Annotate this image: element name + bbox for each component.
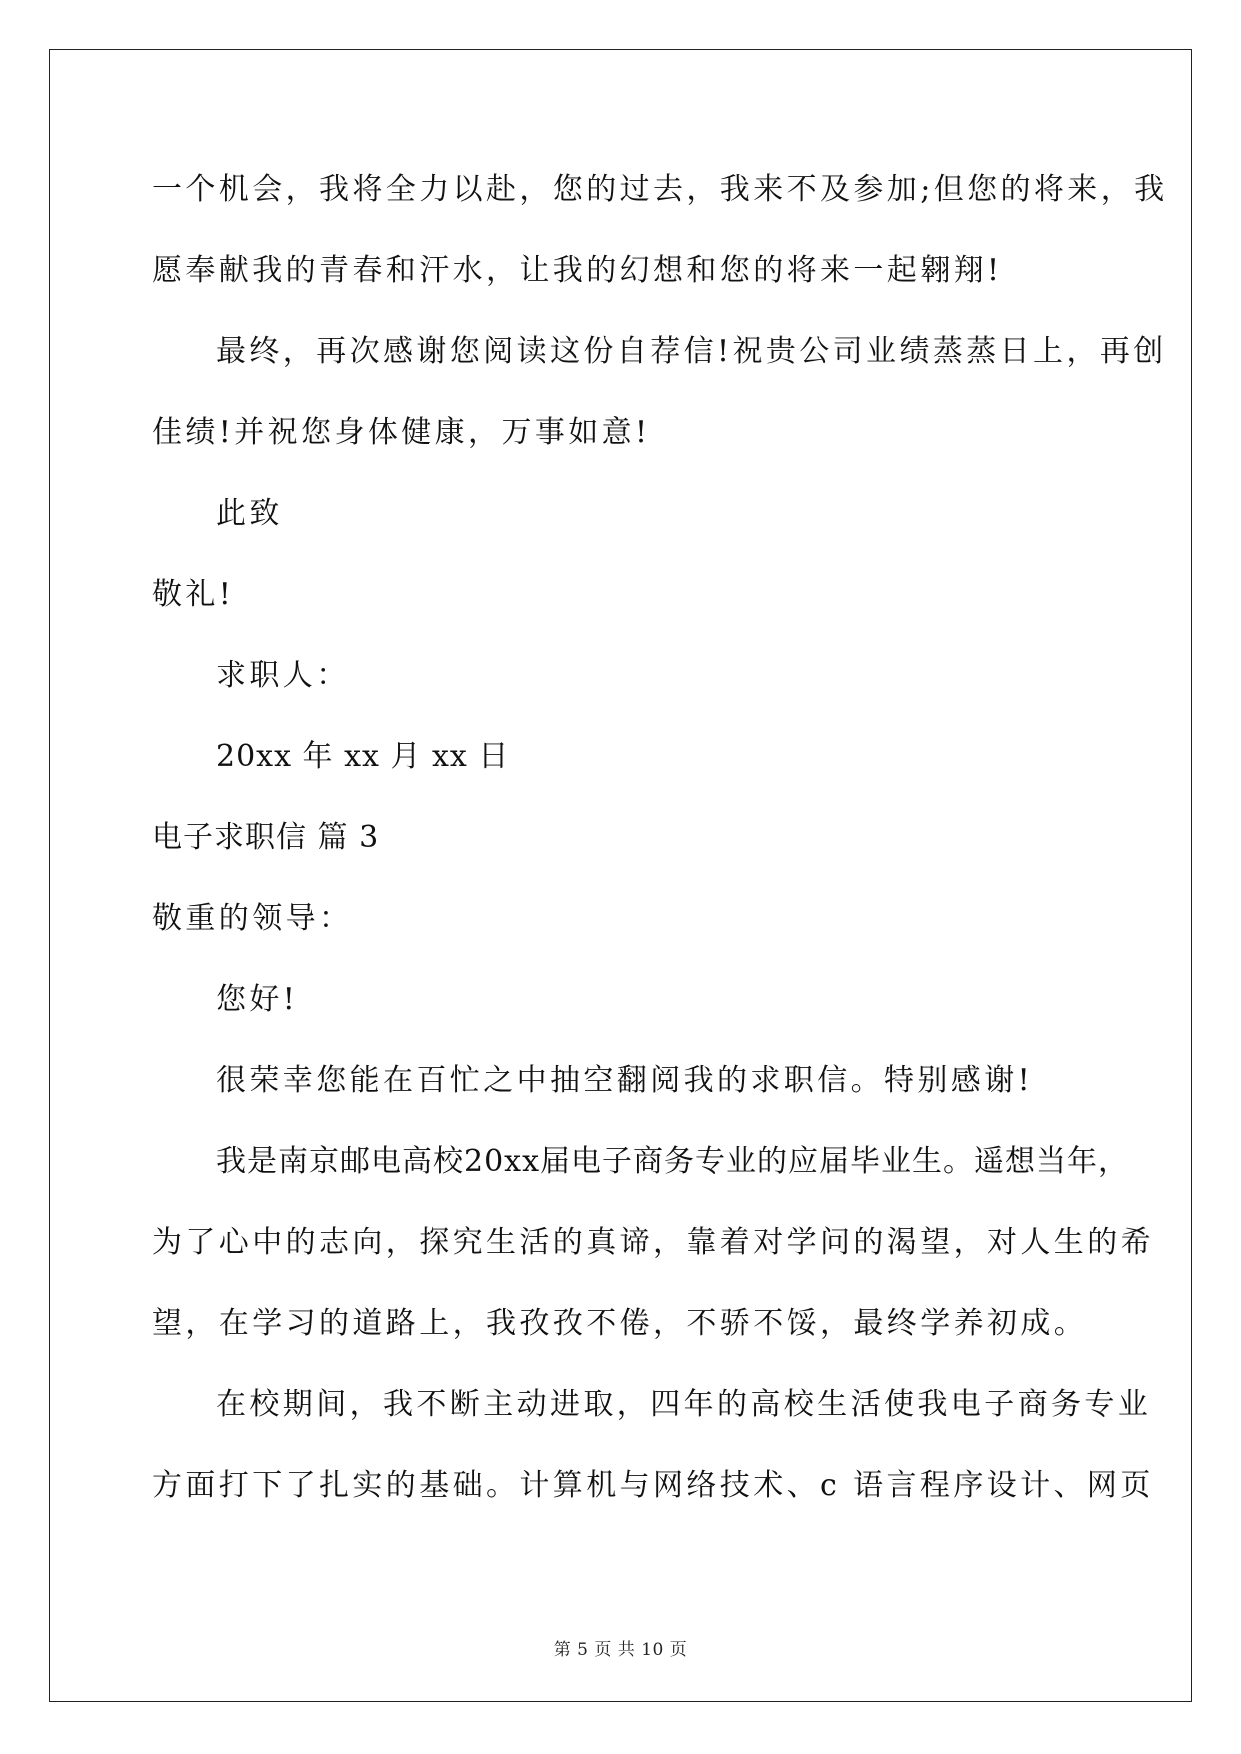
text-line: 最终，再次感谢您阅读这份自荐信!祝贵公司业绩蒸蒸日上，再创 — [216, 334, 1167, 369]
text-line: 望，在学习的道路上，我孜孜不倦，不骄不馁，最终学养初成。 — [152, 1306, 1088, 1341]
closing-salutation: 此致 — [216, 496, 283, 531]
closing-regards: 敬礼! — [152, 577, 235, 612]
section-heading: 电子求职信 篇 3 — [152, 820, 380, 855]
text-line: 很荣幸您能在百忙之中抽空翻阅我的求职信。特别感谢! — [216, 1063, 1034, 1098]
text-line: 方面打下了扎实的基础。计算机与网络技术、c 语言程序设计、网页 — [152, 1468, 1154, 1503]
text-line: 我是南京邮电高校20xx届电子商务专业的应届毕业生。遥想当年， — [216, 1144, 1130, 1179]
text-line: 为了心中的志向，探究生活的真谛，靠着对学问的渴望，对人生的希 — [152, 1225, 1154, 1260]
date-line: 20xx 年 xx 月 xx 日 — [216, 739, 510, 774]
greeting: 您好! — [216, 982, 299, 1017]
greeting-recipient: 敬重的领导： — [152, 901, 353, 936]
text-line: 愿奉献我的青春和汗水，让我的幻想和您的将来一起翱翔! — [152, 253, 1003, 288]
document-body — [152, 160, 1168, 1537]
text-line: 佳绩!并祝您身体健康，万事如意! — [152, 415, 651, 450]
text-line: 一个机会，我将全力以赴，您的过去，我来不及参加;但您的将来，我 — [152, 172, 1168, 207]
page-footer: 第 5 页 共 10 页 — [553, 1640, 688, 1660]
text-line: 在校期间，我不断主动进取，四年的高校生活使我电子商务专业 — [216, 1387, 1152, 1422]
signature-label: 求职人： — [216, 658, 350, 693]
